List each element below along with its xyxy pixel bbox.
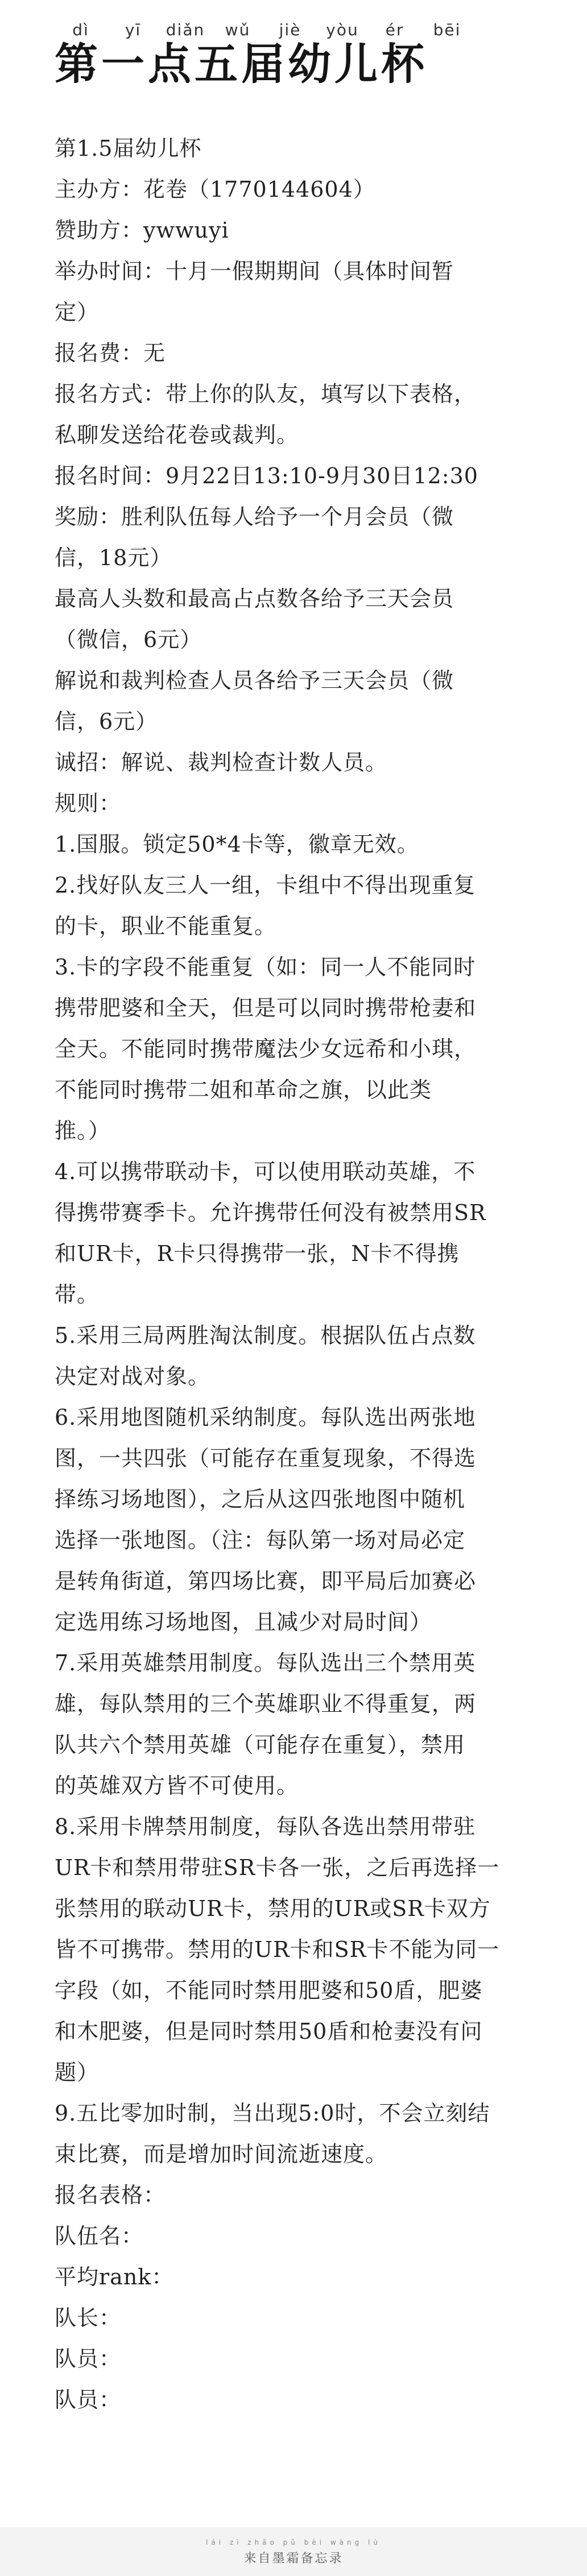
footer-pinyin: lái zì zhǎo pǔ bèi wàng lù [205,2538,382,2546]
text-line: 图，一共四张（可能存在重复现象，不得选 [55,1446,477,1471]
pinyin-syllable: ér [385,20,404,39]
text-line: 的英雄双方皆不可使用。 [55,1773,299,1798]
document-body [55,128,544,2420]
text-line: 推。） [55,1118,111,1143]
footer-source-label: 来自墨霜备忘录 [243,2552,344,2566]
text-line: 最高人头数和最高占点数各给予三天会员 [55,586,454,611]
title-block [55,20,473,89]
text-line: 第1.5届幼儿杯 [55,136,202,161]
text-line: 奖励：胜利队伍每人给予一个月会员（微 [55,504,454,529]
pinyin-syllable: diǎn [166,20,205,39]
text-line: 带。 [55,1282,100,1307]
pinyin-syllable: jiè [279,20,301,39]
form-field-captain: 队长： [55,2305,122,2330]
pinyin-syllable: bēi [433,20,461,39]
text-line: 信，6元） [55,709,158,734]
text-line: 决定对战对象。 [55,1364,210,1389]
text-line: 1.国服。锁定50*4卡等，徽章无效。 [55,832,419,857]
pinyin-syllable: yòu [326,20,359,39]
pinyin-syllable: dì [72,20,89,39]
form-heading: 报名表格： [55,2183,166,2208]
text-line: 雄，每队禁用的三个英雄职业不得重复，两 [55,1691,477,1716]
text-line: UR卡和禁用带驻SR卡各一张，之后再选择一 [55,1855,500,1880]
text-line: 诚招：解说、裁判检查计数人员。 [55,750,388,775]
title-pinyin [55,20,473,39]
text-line: 3.卡的字段不能重复（如：同一人不能同时 [55,955,476,980]
form-field-team-name: 队伍名： [55,2224,144,2249]
text-line: （微信，6元） [55,627,202,652]
page-title: 第一点五届幼儿杯 [55,39,428,89]
text-line: 9.五比零加时制，当出现5:0时，不会立刻结 [55,2101,490,2126]
text-line: 2.找好队友三人一组，卡组中不得出现重复 [55,873,476,898]
text-line: 解说和裁判检查人员各给予三天会员（微 [55,668,454,693]
text-line: 不能同时携带二姐和革命之旗，以此类 [55,1077,432,1102]
text-line: 是转角街道，第四场比赛，即平局后加赛必 [55,1569,477,1594]
text-line: 选择一张地图。（注：每队第一场对局必定 [55,1528,466,1553]
text-line: 4.可以携带联动卡，可以使用联动英雄，不 [55,1159,476,1184]
form-field-member: 队员： [55,2346,122,2371]
text-line: 主办方：花卷（1770144604） [55,177,375,202]
text-line: 8.采用卡牌禁用制度，每队各选出禁用带驻 [55,1814,476,1839]
text-line: 赞助方：ywwuyi [55,218,229,243]
text-line: 张禁用的联动UR卡，禁用的UR或SR卡双方 [55,1896,491,1921]
text-line: 携带肥婆和全天，但是可以同时携带枪妻和 [55,995,477,1021]
text-line: 得携带赛季卡。允许携带任何没有被禁用SR [55,1200,486,1225]
text-line: 信，18元） [55,545,172,570]
text-line: 报名方式：带上你的队友，填写以下表格， [55,381,477,406]
text-line: 6.采用地图随机采纳制度。每队选出两张地 [55,1405,476,1430]
text-line: 定） [55,300,100,325]
text-line: 皆不可携带。禁用的UR卡和SR卡不能为同一 [55,1937,500,1962]
text-line: 私聊发送给花卷或裁判。 [55,422,299,447]
text-line: 定选用练习场地图，且减少对局时间） [55,1610,432,1635]
text-line: 束比赛，而是增加时间流逝速度。 [55,2142,388,2167]
text-line: 规则： [55,791,122,816]
text-line: 题） [55,2060,100,2085]
text-line: 和木肥婆，但是同时禁用50盾和枪妻没有问 [55,2019,483,2044]
text-line: 全天。不能同时携带魔法少女远希和小琪， [55,1036,477,1061]
text-line: 5.采用三局两胜淘汰制度。根据队伍占点数 [55,1323,476,1348]
text-line: 报名费：无 [55,341,166,366]
text-line: 和UR卡，R卡只得携带一张，N卡不得携 [55,1241,460,1266]
text-line: 7.采用英雄禁用制度。每队选出三个禁用英 [55,1650,476,1675]
text-line: 队共六个禁用英雄（可能存在重复），禁用 [55,1732,466,1757]
footer-bar [0,2527,587,2576]
text-line: 报名时间：9月22日13:10-9月30日12:30 [55,463,478,488]
text-line: 择练习场地图），之后从这四张地图中随机 [55,1487,466,1512]
text-line: 字段（如，不能同时禁用肥婆和50盾，肥婆 [55,1978,483,2003]
text-line: 举办时间：十月一假期期间（具体时间暂 [55,259,454,284]
pinyin-syllable: yī [125,20,142,39]
form-field-member: 队员： [55,2387,122,2412]
pinyin-syllable: wǔ [225,20,251,39]
form-field-average-rank: 平均rank： [55,2264,174,2289]
text-line: 的卡，职业不能重复。 [55,914,277,939]
